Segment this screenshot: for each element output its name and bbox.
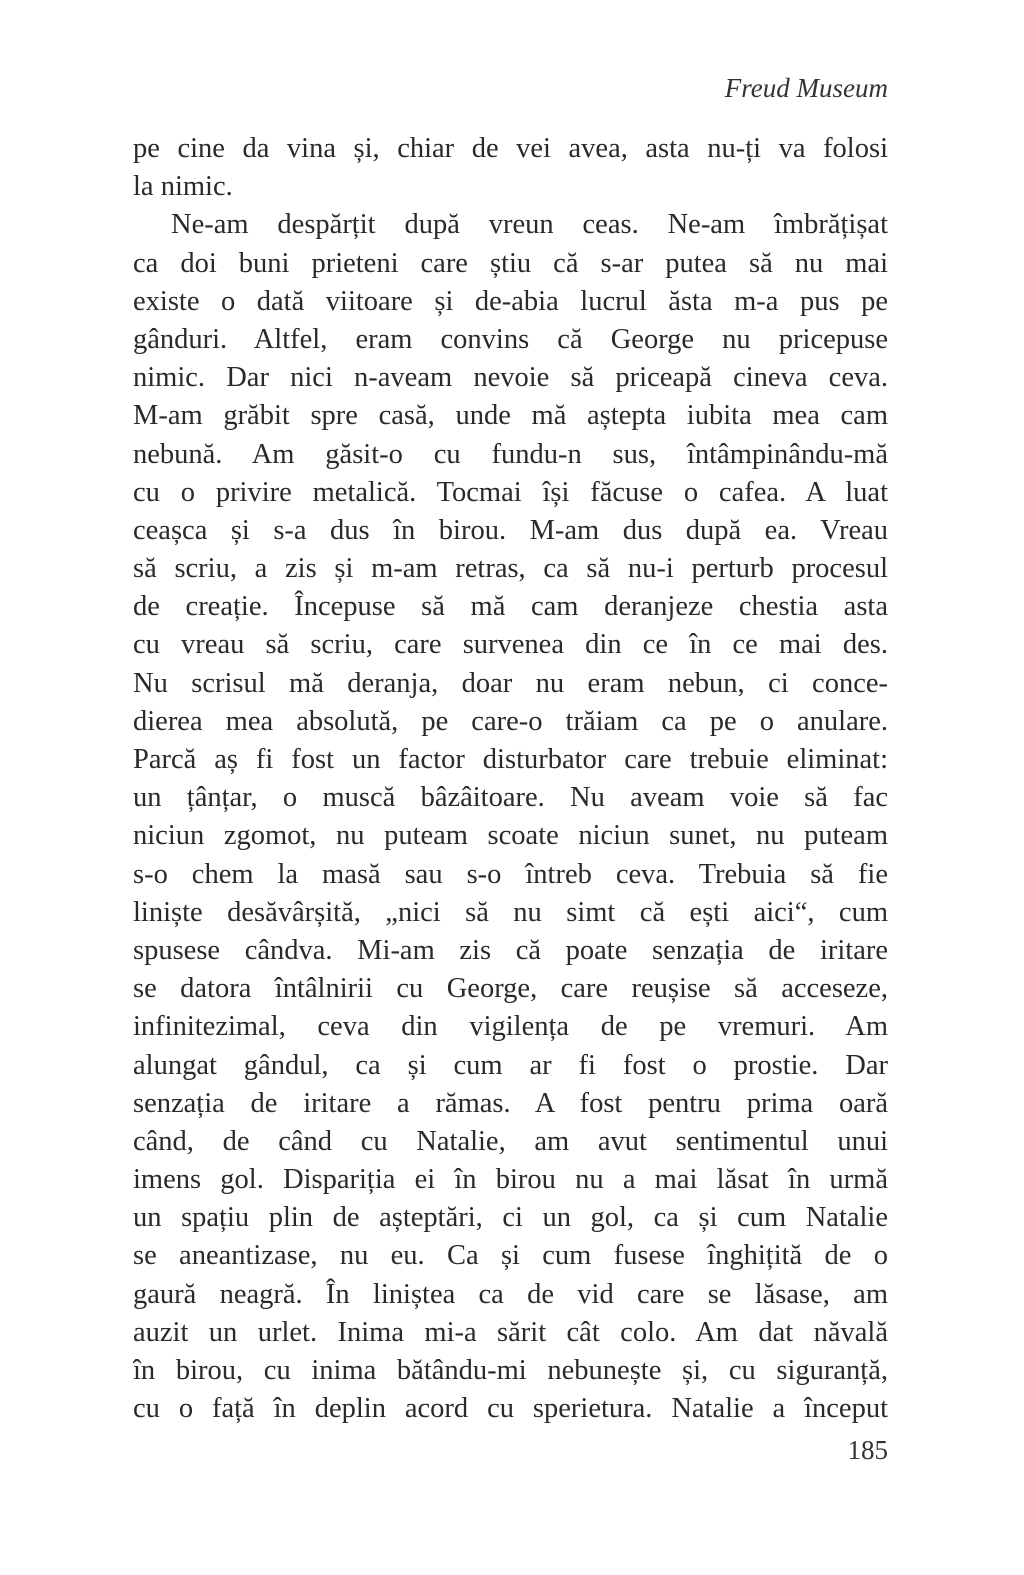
text-line: în birou, cu inima bătându-mi nebunește și, cu siguranță, <box>133 1355 888 1386</box>
text-line: gaură neagră. În liniștea ca de vid care se lăsase, am <box>133 1278 888 1310</box>
text-line: cu vreau să scriu, care survenea din ce în ce mai des. <box>133 629 888 661</box>
text-line: nebună. Am găsit-o cu fundu-n sus, întâmpinându-mă <box>133 438 888 470</box>
text-line: infinitezimal, ceva din vigilența de pe vremuri. Am <box>133 1011 888 1043</box>
text-line: la nimic. <box>133 171 233 203</box>
text-line: se datora întâlnirii cu George, care reușise să acceseze, <box>133 973 888 1005</box>
text-line: un țânțar, o muscă bâzâitoare. Nu aveam voie să fac <box>133 782 888 814</box>
text-line: cu o față în deplin acord cu sperietura. Natalie a început <box>133 1393 888 1425</box>
text-line: Ne-am despărțit după vreun ceas. Ne-am îmbrățișat <box>171 209 888 241</box>
text-line: niciun zgomot, nu puteam scoate niciun sunet, nu puteam <box>133 820 888 852</box>
text-line: auzit un urlet. Inima mi-a sărit cât colo. Am dat năvală <box>133 1316 888 1348</box>
text-line: s-o chem la masă sau s-o întreb ceva. Trebuia să fie <box>133 858 888 890</box>
text-line: dierea mea absolută, pe care-o trăiam ca pe o anulare. <box>133 705 888 737</box>
text-line: liniște desăvârșită, „nici să nu simt că ești aici“, cum <box>133 896 888 928</box>
text-line: pe cine da vina și, chiar de vei avea, asta nu-ți va folosi <box>133 133 888 164</box>
text-line: alungat gândul, ca și cum ar fi fost o prostie. Dar <box>133 1049 888 1081</box>
text-line: existe o dată viitoare și de-abia lucrul ăsta m-a pus pe <box>133 285 888 317</box>
text-line: Parcă aș fi fost un factor disturbator care trebuie eliminat: <box>133 744 888 775</box>
text-line: ceașca și s-a dus în birou. M-am dus după ea. Vreau <box>133 514 888 546</box>
text-line: gânduri. Altfel, eram convins că George nu pricepuse <box>133 323 888 355</box>
text-line: se aneantizase, nu eu. Ca și cum fusese înghițită de o <box>133 1240 888 1272</box>
text-line: spusese cândva. Mi-am zis că poate senzația de iritare <box>133 934 888 966</box>
text-line: când, de când cu Natalie, am avut sentimentul unui <box>133 1125 888 1157</box>
running-header: Freud Museum <box>724 73 888 103</box>
text-line: cu o privire metalică. Tocmai își făcuse o cafea. A luat <box>133 476 888 508</box>
text-line: Nu scrisul mă deranja, doar nu eram nebun, ci conce- <box>133 667 888 699</box>
text-line: senzația de iritare a rămas. A fost pentru prima oară <box>133 1087 888 1119</box>
text-line: nimic. Dar nici n-aveam nevoie să priceapă cineva ceva. <box>133 362 888 394</box>
page-number: 185 <box>847 1435 888 1465</box>
text-line: imens gol. Dispariția ei în birou nu a mai lăsat în urmă <box>133 1164 888 1196</box>
text-line: ca doi buni prieteni care știu că s-ar putea să nu mai <box>133 247 888 279</box>
text-line: să scriu, a zis și m-am retras, ca să nu-i perturb procesul <box>133 553 888 585</box>
body-text <box>133 130 888 1428</box>
text-line: un spațiu plin de așteptări, ci un gol, ca și cum Natalie <box>133 1202 888 1234</box>
text-line: M-am grăbit spre casă, unde mă aștepta iubita mea cam <box>133 400 888 432</box>
text-line: de creație. Începuse să mă cam deranjeze chestia asta <box>133 591 888 623</box>
